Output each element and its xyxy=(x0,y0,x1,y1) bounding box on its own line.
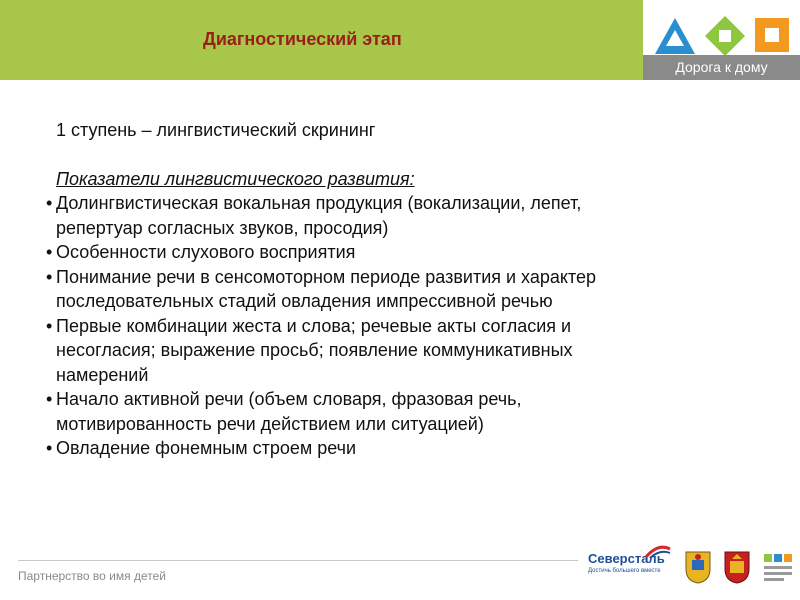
bullet-icon: • xyxy=(46,193,53,213)
indicators-heading: Показатели лингвистического развития: xyxy=(56,168,415,189)
indicators-list xyxy=(20,191,760,461)
list-item-line: намерений xyxy=(56,364,149,385)
severstal-name: Северсталь xyxy=(588,551,665,566)
list-item xyxy=(20,191,760,240)
diamond-cross-icon xyxy=(705,16,745,56)
list-item xyxy=(20,436,760,461)
list-item-line: последовательных стадий овладения импрессивной речью xyxy=(56,291,553,311)
list-item-line: Особенности слухового восприятия xyxy=(56,242,356,262)
list-item xyxy=(20,314,760,388)
bullet-icon: • xyxy=(46,389,53,409)
coat-of-arms-icon xyxy=(683,549,713,585)
fund-logo xyxy=(760,550,796,586)
triangle-icon xyxy=(655,18,695,54)
footer-text: Партнерство во имя детей xyxy=(18,569,166,583)
footer-divider xyxy=(18,560,578,561)
list-item-line: репертуар согласных звуков, просодия) xyxy=(56,217,389,238)
list-item xyxy=(20,387,760,436)
spacer xyxy=(20,143,760,167)
severstal-swoosh-icon xyxy=(644,545,672,559)
bullet-icon: • xyxy=(46,242,53,262)
square-icon xyxy=(755,18,789,52)
bullet-icon: • xyxy=(46,438,53,458)
list-item-line: мотивированность речи действием или ситуацией) xyxy=(56,413,484,434)
list-item-line: несогласия; выражение просьб; появление коммуникативных xyxy=(56,340,573,360)
slide-title: Диагностический этап xyxy=(203,29,402,49)
list-item xyxy=(20,240,760,265)
slide-content xyxy=(20,118,760,461)
severstal-logo xyxy=(588,551,678,587)
logo-shapes-icon xyxy=(651,14,791,58)
bullet-icon: • xyxy=(46,315,53,336)
list-item-line: Первые комбинации жеста и слова; речевые акты согласия и xyxy=(56,315,572,336)
list-item-line: Долингвистическая вокальная продукция (вокализации, лепет, xyxy=(56,193,582,213)
list-item-line: Овладение фонемным строем речи xyxy=(56,438,357,458)
stage-line: 1 ступень – лингвистический скрининг xyxy=(56,120,376,140)
header-band xyxy=(0,0,643,80)
list-item-line: Начало активной речи (объем словаря, фразовая речь, xyxy=(56,389,522,409)
severstal-tagline: Достичь большего вместе xyxy=(588,568,661,574)
logo-caption: Дорога к дому xyxy=(643,55,800,80)
bullet-icon: • xyxy=(46,266,53,287)
list-item-line: Понимание речи в сенсомоторном периоде развития и характер xyxy=(56,266,597,287)
project-logo xyxy=(643,0,800,80)
coat-of-arms-icon xyxy=(722,549,752,585)
list-item xyxy=(20,265,760,314)
